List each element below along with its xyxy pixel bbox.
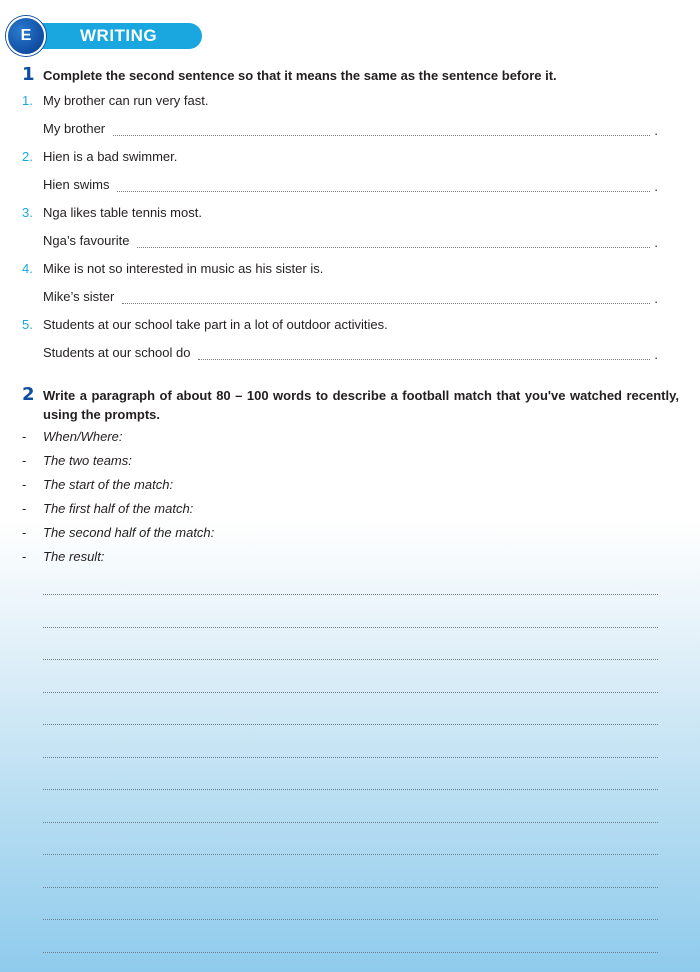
item-sentence: Mike is not so interested in music as his sister is. [43, 261, 324, 276]
prompt-bullet: - [22, 501, 27, 516]
answer-row [43, 289, 660, 307]
sentence-end-mark: . [654, 179, 658, 194]
prompt-text: When/Where: [43, 429, 123, 444]
answer-prompt: Nga’s favourite [43, 233, 130, 248]
exercise-2-instruction: Write a paragraph of about 80 – 100 words to describe a football match that you've watched recently, using the prompts. [43, 388, 679, 422]
prompt-text: The first half of the match: [43, 501, 194, 516]
item-sentence: My brother can run very fast. [43, 93, 209, 108]
prompt-bullet: - [22, 549, 27, 564]
answer-row [43, 233, 660, 251]
answer-blank[interactable] [198, 359, 650, 360]
exercise-2-number: 2 [22, 384, 35, 405]
answer-blank[interactable] [137, 247, 650, 248]
item-sentence: Nga likes table tennis most. [43, 205, 202, 220]
writing-line[interactable] [43, 659, 658, 660]
writing-line[interactable] [43, 887, 658, 888]
writing-line[interactable] [43, 627, 658, 628]
prompt-text: The two teams: [43, 453, 132, 468]
section-header [6, 16, 206, 56]
prompt-bullet: - [22, 429, 27, 444]
writing-line[interactable] [43, 724, 658, 725]
section-title: WRITING [80, 26, 158, 45]
writing-line[interactable] [43, 822, 658, 823]
writing-line[interactable] [43, 594, 658, 595]
answer-blank[interactable] [113, 135, 650, 136]
item-number: 2. [22, 149, 33, 164]
sentence-end-mark: . [654, 291, 658, 306]
writing-line[interactable] [43, 854, 658, 855]
section-title-bar [36, 23, 202, 49]
answer-blank[interactable] [122, 303, 650, 304]
prompt-text: The second half of the match: [43, 525, 215, 540]
sentence-end-mark: . [654, 347, 658, 362]
item-number: 3. [22, 205, 33, 220]
answer-blank[interactable] [117, 191, 650, 192]
prompt-bullet: - [22, 525, 27, 540]
answer-prompt: Mike’s sister [43, 289, 115, 304]
section-letter-badge: E [6, 16, 46, 56]
answer-row [43, 345, 660, 363]
item-sentence: Students at our school take part in a lot of outdoor activities. [43, 317, 388, 332]
prompt-text: The start of the match: [43, 477, 174, 492]
item-sentence: Hien is a bad swimmer. [43, 149, 178, 164]
prompt-text: The result: [43, 549, 105, 564]
exercise-1-instruction: Complete the second sentence so that it means the same as the sentence before it. [43, 68, 557, 83]
writing-line[interactable] [43, 692, 658, 693]
writing-line[interactable] [43, 919, 658, 920]
sentence-end-mark: . [654, 123, 658, 138]
answer-prompt: My brother [43, 121, 106, 136]
prompt-bullet: - [22, 453, 27, 468]
answer-prompt: Hien swims [43, 177, 110, 192]
answer-row [43, 177, 660, 195]
sentence-end-mark: . [654, 235, 658, 250]
item-number: 1. [22, 93, 33, 108]
item-number: 5. [22, 317, 33, 332]
writing-line[interactable] [43, 952, 658, 953]
prompt-bullet: - [22, 477, 27, 492]
answer-prompt: Students at our school do [43, 345, 191, 360]
writing-line[interactable] [43, 789, 658, 790]
exercise-1-number: 1 [22, 64, 35, 85]
writing-line[interactable] [43, 757, 658, 758]
answer-row [43, 121, 660, 139]
item-number: 4. [22, 261, 33, 276]
